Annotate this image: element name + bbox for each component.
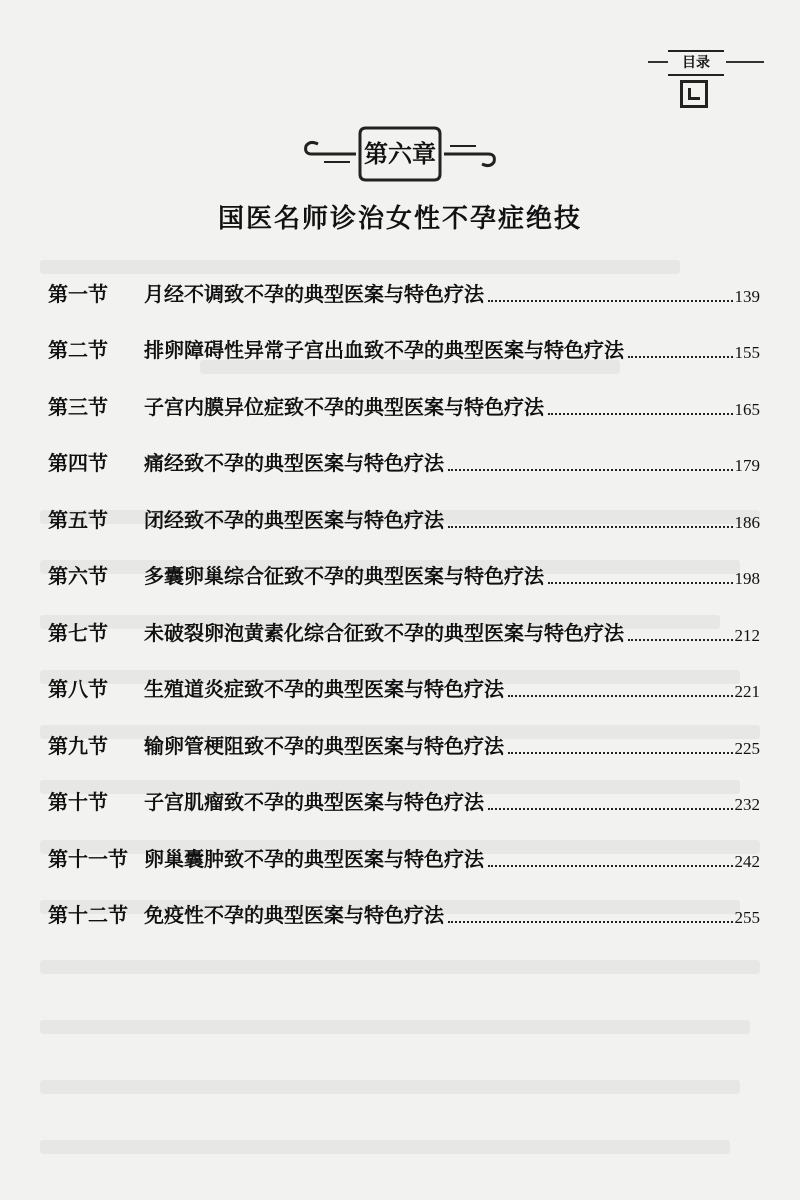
section-number: 第三节 [48, 394, 108, 419]
section-number: 第九节 [48, 733, 108, 758]
section-number: 第十一节 [48, 846, 128, 871]
section-number: 第六节 [48, 564, 108, 588]
dot-leader [628, 639, 733, 641]
chapter-heading: 国医名师诊治女性不孕症绝技 [217, 204, 582, 234]
dot-leader [508, 695, 733, 697]
header-rule-left [648, 61, 668, 63]
section-number: 第二节 [48, 338, 108, 362]
toc-row[interactable] [48, 815, 760, 872]
section-title: 免疫性不孕的典型医案与特色疗法 [144, 903, 444, 927]
toc-row[interactable] [48, 363, 760, 420]
page-number: 165 [734, 399, 760, 419]
fret-ornament-icon [680, 80, 708, 108]
running-header [644, 44, 764, 114]
page-number: 198 [734, 569, 760, 588]
section-title: 未破裂卵泡黄素化综合征致不孕的典型医案与特色疗法 [144, 620, 624, 645]
header-rule-right [726, 61, 764, 63]
toc-row[interactable] [48, 420, 760, 477]
section-number: 第八节 [48, 677, 108, 701]
page-number: 225 [734, 738, 760, 758]
section-number: 第七节 [48, 620, 108, 645]
toc-row[interactable] [48, 872, 760, 929]
section-title: 闭经致不孕的典型医案与特色疗法 [144, 507, 444, 532]
dot-leader [548, 582, 733, 584]
section-title: 痛经致不孕的典型医案与特色疗法 [144, 451, 444, 475]
toc-row[interactable] [48, 533, 760, 590]
dot-leader [488, 300, 733, 302]
toc-row[interactable] [48, 307, 760, 364]
header-tab-label: 目录 [668, 50, 724, 76]
section-title: 多囊卵巢综合征致不孕的典型医案与特色疗法 [144, 564, 544, 588]
toc-row[interactable] [48, 759, 760, 816]
dot-leader [448, 469, 733, 471]
page-number: 139 [734, 286, 760, 306]
page-number: 179 [734, 456, 760, 475]
section-title: 卵巢囊肿致不孕的典型医案与特色疗法 [144, 846, 484, 871]
dot-leader [488, 808, 733, 810]
section-title: 排卵障碍性异常子宫出血致不孕的典型医案与特色疗法 [144, 338, 624, 362]
section-title: 子宫肌瘤致不孕的典型医案与特色疗法 [144, 790, 484, 814]
section-title: 子宫内膜异位症致不孕的典型医案与特色疗法 [144, 394, 544, 419]
section-number: 第五节 [48, 507, 108, 532]
toc-row[interactable] [48, 476, 760, 533]
page-number: 186 [734, 512, 760, 532]
page-number: 212 [734, 625, 760, 645]
toc-row[interactable] [48, 589, 760, 646]
toc-row[interactable] [48, 646, 760, 703]
page-number: 221 [734, 682, 760, 701]
dot-leader [628, 356, 733, 358]
section-title: 输卵管梗阻致不孕的典型医案与特色疗法 [144, 733, 504, 758]
dot-leader [488, 865, 733, 867]
chapter-badge [300, 126, 500, 182]
dot-leader [448, 921, 733, 923]
chapter-label: 第六章 [364, 140, 436, 168]
page-number: 242 [734, 851, 760, 871]
section-number: 第十二节 [48, 903, 128, 927]
page-number: 255 [734, 908, 760, 927]
toc-row[interactable] [48, 250, 760, 307]
section-number: 第四节 [48, 451, 108, 475]
page-number: 155 [734, 343, 760, 362]
page-number: 232 [734, 795, 760, 814]
section-title: 生殖道炎症致不孕的典型医案与特色疗法 [144, 677, 504, 701]
table-of-contents [48, 250, 760, 928]
dot-leader [448, 526, 733, 528]
section-number: 第十节 [48, 790, 108, 814]
dot-leader [508, 752, 733, 754]
toc-row[interactable] [48, 702, 760, 759]
section-number: 第一节 [48, 281, 108, 306]
section-title: 月经不调致不孕的典型医案与特色疗法 [144, 281, 484, 306]
dot-leader [548, 413, 733, 415]
